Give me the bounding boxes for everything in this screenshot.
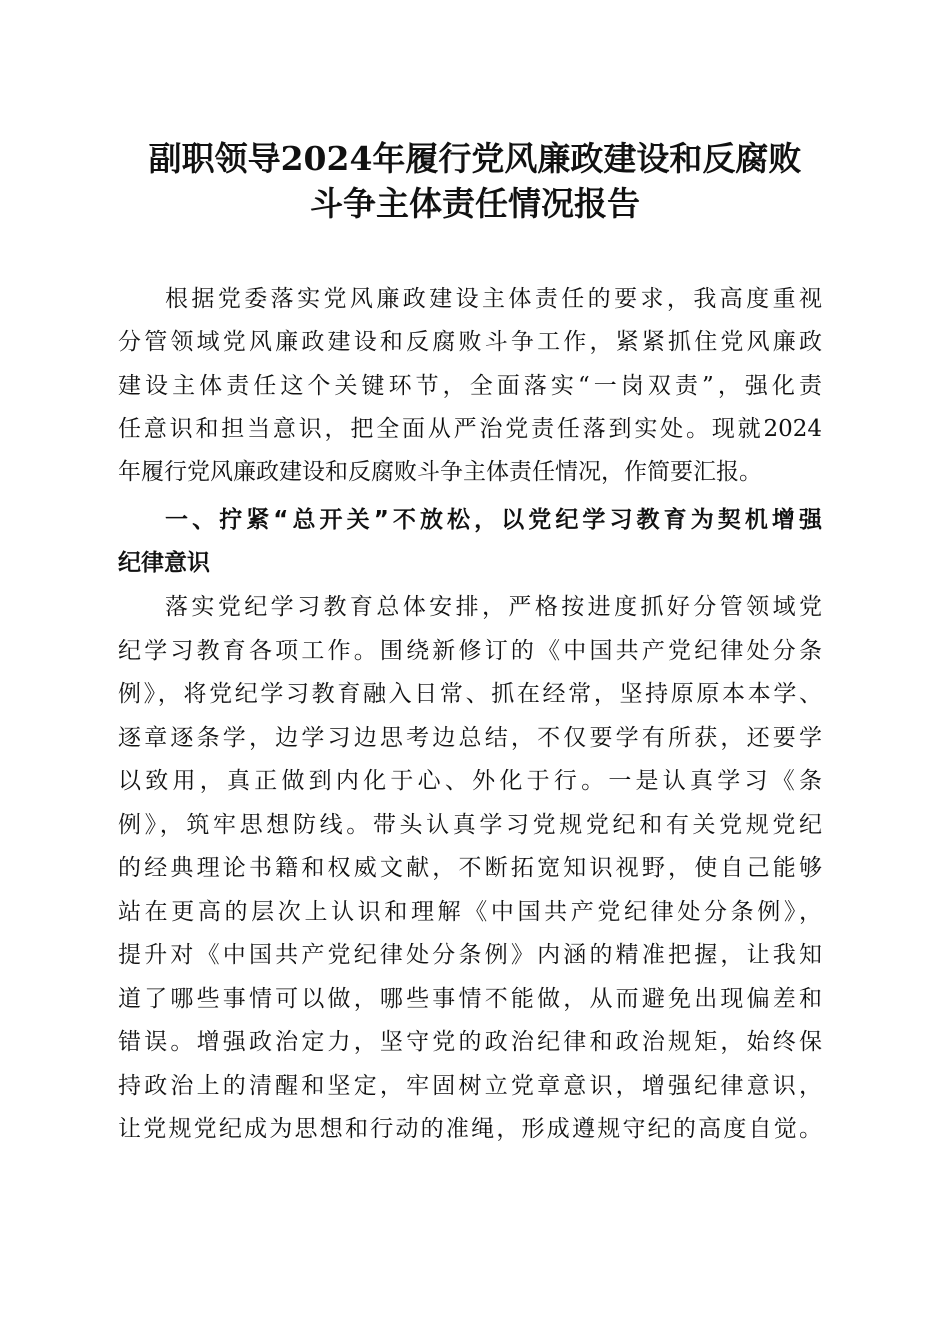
paragraph-2-line: 逐章逐条学，边学习边思考边总结，不仅要学有所获，还要学 [118, 724, 822, 751]
paragraph-2-line: 的经典理论书籍和权威文献，不断拓宽知识视野，使自己能够 [118, 855, 822, 881]
paragraph-2-line: 例》，将党纪学习教育融入日常、抓在经常，坚持原原本本学、 [118, 681, 822, 707]
section-heading-line: 纪律意识 [118, 550, 210, 576]
paragraph-2-line: 以致用，真正做到内化于心、外化于行。一是认真学习《条 [118, 768, 822, 794]
paragraph-2-line: 落实党纪学习教育总体安排，严格按进度抓好分管领域党 [165, 594, 822, 620]
paragraph-2-line: 持政治上的清醒和坚定，牢固树立党章意识，增强纪律意识， [118, 1072, 822, 1099]
paragraph-1-line: 建设主体责任这个关键环节，全面落实“一岗双责”，强化责 [118, 373, 822, 399]
document-title-line-1: 副职领导2024年履行党风廉政建设和反腐败 [148, 139, 802, 178]
paragraph-2-line: 错误。增强政治定力，坚守党的政治纪律和政治规矩，始终保 [118, 1029, 822, 1055]
paragraph-1-line: 分管领域党风廉政建设和反腐败斗争工作，紧紧抓住党风廉政 [118, 329, 822, 355]
paragraph-2-line: 提升对《中国共产党纪律处分条例》内涵的精准把握，让我知 [118, 942, 822, 968]
paragraph-2-line: 纪学习教育各项工作。围绕新修订的《中国共产党纪律处分条 [118, 637, 822, 664]
document-title-line-2: 斗争主体责任情况报告 [310, 184, 640, 223]
paragraph-2-line: 例》，筑牢思想防线。带头认真学习党规党纪和有关党规党纪 [118, 811, 822, 838]
paragraph-2-line: 让党规党纪成为思想和行动的准绳，形成遵规守纪的高度自觉。 [118, 1116, 822, 1142]
paragraph-1-line: 根据党委落实党风廉政建设主体责任的要求，我高度重视 [165, 286, 822, 312]
section-heading-line: 一、拧紧“总开关”不放松，以党纪学习教育为契机增强 [165, 507, 822, 533]
paragraph-1-line: 任意识和担当意识，把全面从严治党责任落到实处。现就2024 [118, 416, 822, 442]
paragraph-1-line: 年履行党风廉政建设和反腐败斗争主体责任情况，作简要汇报。 [118, 459, 762, 485]
paragraph-2-line: 道了哪些事情可以做，哪些事情不能做，从而避免出现偏差和 [118, 985, 822, 1012]
paragraph-2-line: 站在更高的层次上认识和理解《中国共产党纪律处分条例》， [118, 898, 822, 925]
